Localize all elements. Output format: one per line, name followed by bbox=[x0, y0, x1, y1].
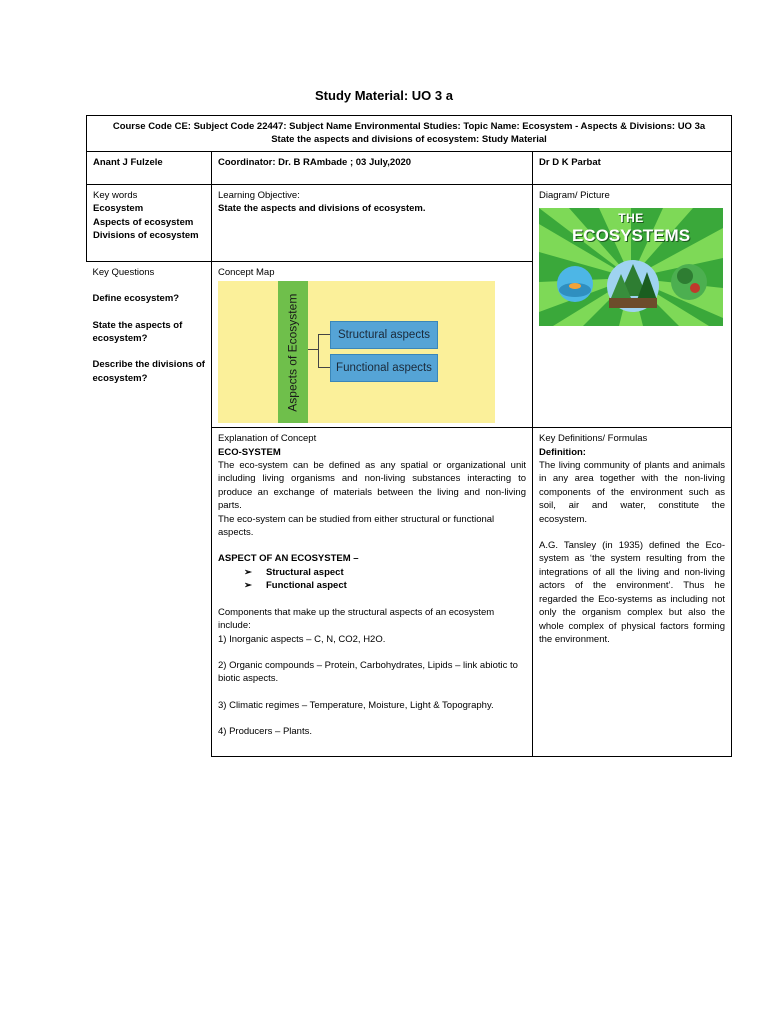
course-header bbox=[87, 116, 732, 152]
aspect-bullet: ➢ Structural aspect bbox=[244, 566, 344, 578]
concept-map-root-label: Aspects of Ecosystem bbox=[285, 293, 300, 412]
keyword-item: Aspects of ecosystem bbox=[93, 216, 194, 228]
ecosystem-picture bbox=[539, 208, 723, 326]
keywords-label: Key words bbox=[93, 189, 138, 201]
picture-title-line-1: THE bbox=[618, 211, 644, 226]
concept-map-label: Concept Map bbox=[218, 266, 275, 278]
concept-map-cell bbox=[212, 261, 533, 427]
learning-objective-label: Learning Objective: bbox=[218, 189, 300, 201]
header-row bbox=[87, 116, 732, 152]
connector-line bbox=[318, 367, 330, 368]
keyword-item: Ecosystem bbox=[93, 203, 144, 215]
study-material-table bbox=[86, 115, 732, 757]
key-questions-cell bbox=[87, 261, 212, 756]
definition-paragraph: The living community of plants and animals in any area together with the non-living components of the environment such as soil, air and water, constitute the ecosystem. bbox=[539, 460, 725, 525]
explanation-cell bbox=[212, 428, 533, 757]
definition-heading: Definition: bbox=[539, 446, 586, 458]
explanation-paragraph: The eco-system can be studied from either structural or functional aspects. bbox=[218, 513, 495, 539]
key-question-item: State the aspects of ecosystem? bbox=[92, 319, 183, 345]
definition-paragraph: A.G. Tansley (in 1935) defined the Eco-system as ‘the system resulting from the integrations of all the living and non-living actors of the environment’. Thus he regarded the Eco-systems as including not only the organism complex but also the whole complex of physical factors forming the environment. bbox=[539, 540, 725, 645]
definitions-label: Key Definitions/ Formulas bbox=[539, 433, 648, 445]
learning-objective-text: State the aspects and divisions of ecosystem. bbox=[218, 203, 426, 215]
components-intro: Components that make up the structural aspects of an ecosystem include: bbox=[218, 606, 495, 632]
page-title: Study Material: UO 3 a bbox=[315, 88, 453, 103]
component-item: 1) Inorganic aspects – C, N, CO2, H2O. bbox=[218, 633, 386, 645]
component-item: 4) Producers – Plants. bbox=[218, 726, 312, 738]
key-question-item: Define ecosystem? bbox=[92, 293, 180, 305]
explanation-label: Explanation of Concept bbox=[218, 433, 317, 445]
keywords-cell bbox=[87, 184, 212, 261]
people-row bbox=[87, 151, 732, 184]
diagram-label: Diagram/ Picture bbox=[539, 189, 610, 201]
connector-line bbox=[318, 334, 319, 367]
picture-title-line-2: ECOSYSTEMS bbox=[571, 226, 691, 246]
component-item: 2) Organic compounds – Protein, Carbohydrates, Lipids – link abiotic to biotic aspects. bbox=[218, 659, 518, 685]
learning-objective-cell bbox=[212, 184, 533, 261]
component-item: 3) Climatic regimes – Temperature, Moisture, Light & Topography. bbox=[218, 699, 494, 711]
keyword-item: Divisions of ecosystem bbox=[93, 230, 199, 242]
arrow-bullet-icon: ➢ bbox=[244, 566, 252, 578]
explanation-heading: ECO-SYSTEM bbox=[218, 446, 281, 458]
arrow-bullet-icon: ➢ bbox=[244, 580, 252, 592]
diagram-cell bbox=[533, 184, 732, 427]
header-line-1: Course Code CE: Subject Code 22447: Subject Name Environmental Studies: Topic Name: Ecosystem - Aspects & Divisions: UO 3a bbox=[112, 121, 706, 132]
header-line-2: State the aspects and divisions of ecosystem: Study Material bbox=[271, 134, 547, 146]
connector-line bbox=[318, 334, 330, 335]
reviewer-cell: Dr D K Parbat bbox=[533, 151, 732, 184]
concept-map-branch-functional: Functional aspects bbox=[330, 354, 438, 382]
definitions-cell bbox=[533, 428, 732, 757]
aspect-heading: ASPECT OF AN ECOSYSTEM – bbox=[218, 553, 359, 565]
author-cell: Anant J Fulzele bbox=[87, 151, 212, 184]
key-questions-label: Key Questions bbox=[92, 266, 155, 278]
concept-map-branch-structural: Structural aspects bbox=[330, 321, 438, 349]
concept-map-diagram bbox=[218, 281, 495, 423]
connector-line bbox=[308, 349, 318, 350]
keywords-row bbox=[87, 184, 732, 261]
explanation-paragraph: The eco-system can be defined as any spatial or organizational unit including living organisms and non-living substances interacting to produce an exchange of materials between the living and non-living parts. bbox=[218, 460, 526, 512]
key-question-item: Describe the divisions of ecosystem? bbox=[92, 359, 205, 384]
aspect-bullet: ➢ Functional aspect bbox=[244, 580, 347, 592]
coordinator-cell: Coordinator: Dr. B RAmbade ; 03 July,2020 bbox=[212, 151, 533, 184]
